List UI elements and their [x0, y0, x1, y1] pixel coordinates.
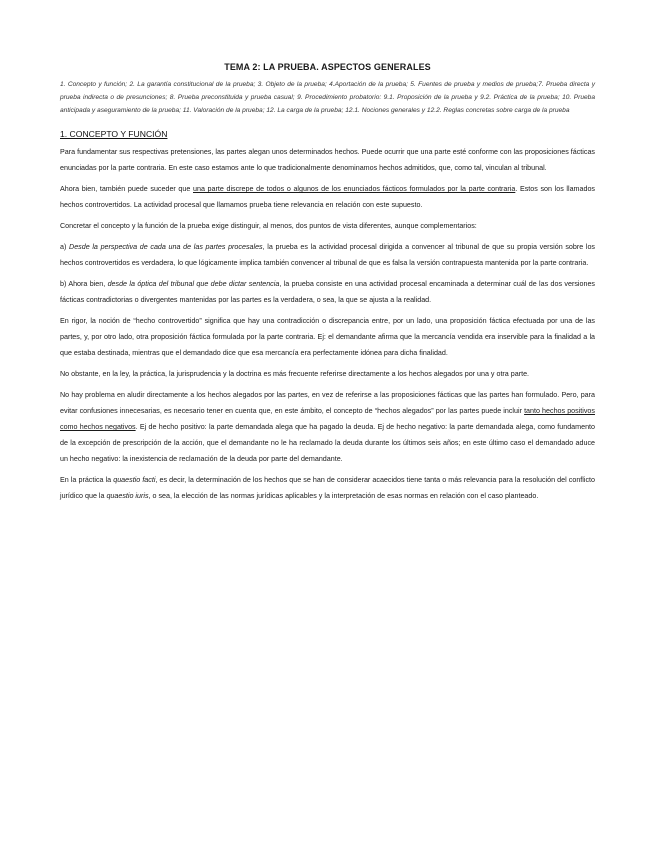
paragraph-4 [60, 239, 595, 271]
paragraph-1: Para fundamentar sus respectivas pretensiones, las partes alegan unos determinados hechos. Puede ocurrir que una parte esté conforme con las proposiciones fácticas enunciadas por la parte contraria. En este caso estamos ante lo que tradicionalmente denominamos hechos admitidos, que, como tal, vinculan al tribunal. [60, 148, 595, 172]
paragraph-8-underlined: tanto hechos positivos como hechos negativos [60, 407, 595, 431]
paragraph-5 [60, 276, 595, 308]
paragraph-7: No obstante, en la ley, la práctica, la jurisprudencia y la doctrina es más frecuente referirse directamente a los hechos alegados por una y otra parte. [60, 370, 530, 378]
paragraph-9-italic-1: quaestio facti [113, 476, 156, 484]
paragraph-8-text-b: . Ej de hecho positivo: la parte demandada alega que ha pagado la deuda. Ej de hecho negativo: la parte demandada alega, como fundamento de la excepción de prescripción de la acción, que el demandante no le ha reclamado la deuda durante los últimos seis años; en este último caso el demandado aduce un hecho negativo: la inexistencia de reclamación de la deuda por parte del demandante. [60, 423, 595, 463]
paragraph-4-text-b: , la prueba es la actividad procesal dirigida a convencer al tribunal de que su propia versión sobre los hechos controvertidos es verdadera, lo que lógicamente implica también convencer al tribunal de que es falsa la versión contrapuesta mantenida por la parte contraria. [60, 243, 596, 267]
paragraph-3: Concretar el concepto y la función de la prueba exige distinguir, al menos, dos puntos de vista diferentes, aunque complementarios: [60, 222, 477, 230]
paragraph-2 [60, 181, 595, 213]
document-page [60, 62, 595, 509]
paragraph-9 [60, 472, 595, 504]
paragraph-9-text-b: , es decir, la determinación de los hechos que se han de considerar acaecidos tiene tanta o más relevancia para la resolución del conflicto jurídico que la [60, 476, 595, 500]
paragraph-8 [60, 387, 595, 467]
table-of-contents: 1. Concepto y función; 2. La garantía constitucional de la prueba; 3. Objeto de la prueba; 4.Aportación de la prueba; 5. Fuentes de prueba y medios de prueba;7. Prueba directa y prueba indirecta o de presunciones; 8. Prueba preconstituida y prueba casual; 9. Procedimiento probatorio: 9.1. Proposición de la prueba y 9.2. Práctica de la prueba; 10. Prueba anticipada y aseguramiento de la prueba; 11. Valoración de la prueba; 12. La carga de la prueba; 12.1. Nociones generales y 12.2. Reglas concretas sobre carga de la prueba [60, 81, 595, 114]
paragraph-4-text-a: a) [60, 243, 70, 251]
paragraph-5-italic: desde la óptica del tribunal que debe dictar sentencia [107, 280, 280, 288]
paragraph-2-underlined: una parte discrepe de todos o algunos de los enunciados fácticos formulados por la parte contraria [193, 185, 516, 193]
document-title: TEMA 2: LA PRUEBA. ASPECTOS GENERALES [224, 62, 431, 72]
paragraph-5-text-a: b) Ahora bien, [60, 280, 108, 288]
paragraph-2-text-b: . Estos son los llamados hechos controvertidos. La actividad procesal que llamamos prueba tiene relevancia en relación con este supuesto. [60, 185, 595, 209]
section-heading: 1. CONCEPTO Y FUNCIÓN [60, 129, 168, 139]
paragraph-2-text-a: Ahora bien, también puede suceder que [60, 185, 193, 193]
paragraph-9-italic-2: quaestio iuris [106, 492, 149, 500]
paragraph-4-italic: Desde la perspectiva de cada una de las partes procesales [69, 243, 263, 251]
paragraph-6: En rigor, la noción de “hecho controvertido” significa que hay una contradicción o discrepancia entre, por un lado, una proposición fáctica efectuada por una de las partes, y, por otro lado, otra proposición fáctica formulada por la parte contraria. Ej: el demandante afirma que la mercancía vendida era inservible para la finalidad a la que estaba destinada, mientras que el demandado dice que esa mercancía era perfectamente idónea para dicha finalidad. [60, 317, 595, 357]
paragraph-8-text-a: No hay problema en aludir directamente a los hechos alegados por las partes, en vez de referirse a las proposiciones fácticas que las partes han formulado. Pero, para evitar confusiones innecesarias, es necesario tener en cuenta que, en este ámbito, el concepto de “hechos alegados” por las partes puede incluir [60, 391, 595, 415]
paragraph-9-text-c: , o sea, la elección de las normas jurídicas aplicables y la interpretación de esas normas en relación con el caso planteado. [148, 492, 539, 500]
paragraph-5-text-b: , la prueba consiste en una actividad procesal encaminada a determinar cuál de las dos versiones fácticas contradictorias o divergentes mantenidas por las partes es la verdadera, o sea, la que se ajusta a la realidad. [60, 280, 595, 304]
paragraph-9-text-a: En la práctica la [60, 476, 114, 484]
